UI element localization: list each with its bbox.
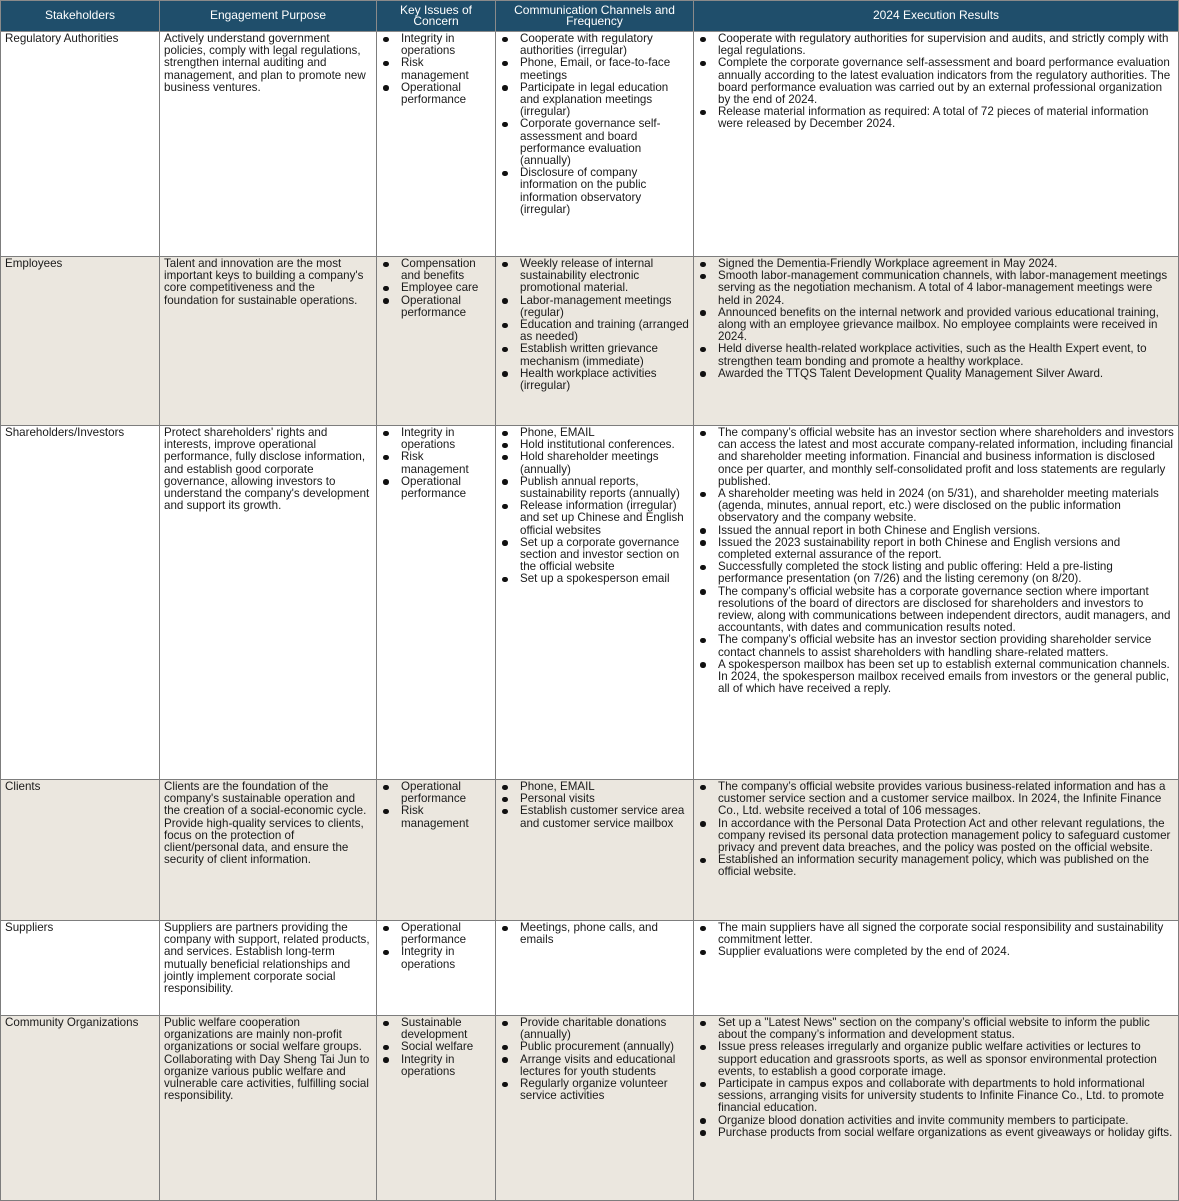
list-item: Phone, Email, or face-to-face meetings xyxy=(500,57,689,81)
list-item: Operational performance xyxy=(381,781,491,805)
list-item: Cooperate with regulatory authorities (irregular) xyxy=(500,33,689,57)
table-row xyxy=(1,257,1179,426)
stakeholder-cell: Community Organizations xyxy=(1,1016,160,1201)
list-item: Operational performance xyxy=(381,295,491,319)
list-item: Corporate governance self-assessment and board performance evaluation (annually) xyxy=(500,118,689,167)
list-item: Cooperate with regulatory authorities for supervision and audits, and strictly comply with legal regulations. xyxy=(698,33,1174,57)
purpose-cell: Protect shareholders' rights and interests, improve operational performance, fully disclose information, and establish good corporate governance, allowing investors to understand the company's development and support its growth. xyxy=(160,426,377,780)
list-item: Personal visits xyxy=(500,793,689,805)
table-row xyxy=(1,921,1179,1016)
list-item: Weekly release of internal sustainability electronic promotional material. xyxy=(500,258,689,295)
list-item: Regularly organize volunteer service activities xyxy=(500,1078,689,1102)
list-item: Smooth labor-management communication channels, with labor-management meetings serving as the negotiation mechanism. A total of 4 labor-management meetings were held in 2024. xyxy=(698,270,1174,307)
table-row xyxy=(1,32,1179,257)
list-item: Social welfare xyxy=(381,1041,491,1053)
channels-cell xyxy=(496,1016,694,1201)
list-item: Set up a corporate governance section and investor section on the official website xyxy=(500,537,689,574)
list-item: Participate in campus expos and collaborate with departments to hold informational sessions, arranging visits for university students to Infinite Finance Co., Ltd. to promote financial education. xyxy=(698,1078,1174,1115)
list-item: Hold shareholder meetings (annually) xyxy=(500,451,689,475)
results-cell xyxy=(694,1016,1179,1201)
table-header-row xyxy=(1,1,1179,32)
list-item: Education and training (arranged as needed) xyxy=(500,319,689,343)
list-item: Publish annual reports, sustainability reports (annually) xyxy=(500,476,689,500)
issues-cell xyxy=(377,780,496,921)
results-cell xyxy=(694,426,1179,780)
channels-cell xyxy=(496,780,694,921)
list-item: Successfully completed the stock listing and public offering: Held a pre-listing performance presentation (on 7/26) and the listing ceremony (on 8/20). xyxy=(698,561,1174,585)
header-engagement-purpose: Engagement Purpose xyxy=(160,1,377,32)
list-item: Organize blood donation activities and invite community members to participate. xyxy=(698,1115,1174,1127)
list-item: Operational performance xyxy=(381,476,491,500)
list-item: Purchase products from social welfare organizations as event giveaways or holiday gifts. xyxy=(698,1127,1174,1139)
list-item: Participate in legal education and explanation meetings (irregular) xyxy=(500,82,689,119)
list-item: Release material information as required: A total of 72 pieces of material information were released by December 2024. xyxy=(698,106,1174,130)
list-item: Operational performance xyxy=(381,922,491,946)
list-item: The company’s official website provides various business-related information and has a customer service section and a customer service mailbox. In 2024, the Infinite Finance Co., Ltd. website received a total of 106 messages. xyxy=(698,781,1174,818)
list-item: Sustainable development xyxy=(381,1017,491,1041)
results-cell xyxy=(694,32,1179,257)
list-item: Set up a "Latest News" section on the company’s official website to inform the public about the company’s information and development status. xyxy=(698,1017,1174,1041)
list-item: Awarded the TTQS Talent Development Quality Management Silver Award. xyxy=(698,368,1174,380)
list-item: Announced benefits on the internal network and provided various educational training, along with an employee grievance mailbox. No employee complaints were received in 2024. xyxy=(698,307,1174,344)
stakeholder-cell: Employees xyxy=(1,257,160,426)
list-item: The main suppliers have all signed the corporate social responsibility and sustainability commitment letter. xyxy=(698,922,1174,946)
list-item: The company’s official website has an investor section providing shareholder service contact channels to assist shareholders with handling share-related matters. xyxy=(698,634,1174,658)
list-item: Issued the 2023 sustainability report in both Chinese and English versions and completed external assurance of the report. xyxy=(698,537,1174,561)
header-execution-results: 2024 Execution Results xyxy=(694,1,1179,32)
stakeholder-cell: Regulatory Authorities xyxy=(1,32,160,257)
stakeholder-cell: Shareholders/Investors xyxy=(1,426,160,780)
list-item: Held diverse health-related workplace activities, such as the Health Expert event, to strengthen team bonding and promote a healthy workplace. xyxy=(698,343,1174,367)
issues-cell xyxy=(377,32,496,257)
list-item: Risk management xyxy=(381,451,491,475)
list-item: Phone, EMAIL xyxy=(500,781,689,793)
header-key-issues: Key Issues of Concern xyxy=(377,1,496,32)
issues-cell xyxy=(377,921,496,1016)
purpose-cell: Talent and innovation are the most important keys to building a company's core competitiveness and the foundation for sustainable operations. xyxy=(160,257,377,426)
list-item: Arrange visits and educational lectures for youth students xyxy=(500,1054,689,1078)
list-item: Release information (irregular) and set up Chinese and English official websites xyxy=(500,500,689,537)
list-item: Operational performance xyxy=(381,82,491,106)
purpose-cell: Actively understand government policies, comply with legal regulations, strengthen internal auditing and management, and plan to promote new business ventures. xyxy=(160,32,377,257)
list-item: Labor-management meetings (regular) xyxy=(500,295,689,319)
list-item: Integrity in operations xyxy=(381,427,491,451)
list-item: Signed the Dementia-Friendly Workplace agreement in May 2024. xyxy=(698,258,1174,270)
list-item: Integrity in operations xyxy=(381,946,491,970)
issues-cell xyxy=(377,1016,496,1201)
list-item: Employee care xyxy=(381,282,491,294)
issues-cell xyxy=(377,426,496,780)
channels-cell xyxy=(496,426,694,780)
list-item: Hold institutional conferences. xyxy=(500,439,689,451)
list-item: Meetings, phone calls, and emails xyxy=(500,922,689,946)
channels-cell xyxy=(496,32,694,257)
purpose-cell: Clients are the foundation of the company's sustainable operation and the creation of a social-economic cycle. Provide high-quality services to clients, focus on the protection of client/personal data, and ensure the security of client information. xyxy=(160,780,377,921)
list-item: Complete the corporate governance self-assessment and board performance evaluation annually according to the latest evaluation indicators from the regulatory authorities. The board performance evaluation was carried out by an external professional organization by the end of 2024. xyxy=(698,57,1174,106)
purpose-cell: Suppliers are partners providing the company with support, related products, and services. Establish long-term mutually beneficial relationships and jointly implement corporate social responsibility. xyxy=(160,921,377,1016)
list-item: Issue press releases irregularly and organize public welfare activities or lectures to support education and grassroots sports, as well as sponsor environmental protection events, to establish a good corporate image. xyxy=(698,1041,1174,1078)
list-item: Disclosure of company information on the public information observatory (irregular) xyxy=(500,167,689,216)
list-item: Risk management xyxy=(381,805,491,829)
list-item: Provide charitable donations (annually) xyxy=(500,1017,689,1041)
results-cell xyxy=(694,780,1179,921)
results-cell xyxy=(694,921,1179,1016)
table-row xyxy=(1,1016,1179,1201)
list-item: Set up a spokesperson email xyxy=(500,573,689,585)
list-item: A shareholder meeting was held in 2024 (on 5/31), and shareholder meeting materials (agenda, minutes, annual report, etc.) were disclosed on the public information observatory and the company website. xyxy=(698,488,1174,525)
results-cell xyxy=(694,257,1179,426)
list-item: Health workplace activities (irregular) xyxy=(500,368,689,392)
table-row xyxy=(1,426,1179,780)
list-item: Risk management xyxy=(381,57,491,81)
list-item: In accordance with the Personal Data Protection Act and other relevant regulations, the company revised its personal data protection management policy to safeguard customer privacy and prevent data breaches, and the policy was posted on the official website. xyxy=(698,818,1174,855)
list-item: Establish customer service area and customer service mailbox xyxy=(500,805,689,829)
list-item: The company’s official website has an investor section where shareholders and investors can access the latest and most accurate company-related information, including financial and shareholder meeting information. Financial and business information is disclosed once per quarter, and monthly self-consolidated profit and loss statements are regularly published. xyxy=(698,427,1174,488)
list-item: Establish written grievance mechanism (immediate) xyxy=(500,343,689,367)
header-stakeholders: Stakeholders xyxy=(1,1,160,32)
table-row xyxy=(1,780,1179,921)
list-item: Integrity in operations xyxy=(381,1054,491,1078)
header-communication-channels: Communication Channels and Frequency xyxy=(496,1,694,32)
list-item: Integrity in operations xyxy=(381,33,491,57)
purpose-cell: Public welfare cooperation organizations are mainly non-profit organizations or social welfare groups. Collaborating with Day Sheng Tai Jun to organize various public welfare and vulnerable care activities, fulfilling social responsibility. xyxy=(160,1016,377,1201)
list-item: Phone, EMAIL xyxy=(500,427,689,439)
channels-cell xyxy=(496,257,694,426)
issues-cell xyxy=(377,257,496,426)
stakeholder-cell: Suppliers xyxy=(1,921,160,1016)
list-item: Issued the annual report in both Chinese and English versions. xyxy=(698,525,1174,537)
list-item: A spokesperson mailbox has been set up to establish external communication channels. In 2024, the spokesperson mailbox received emails from investors or the general public, all of which have received a reply. xyxy=(698,659,1174,696)
stakeholder-cell: Clients xyxy=(1,780,160,921)
list-item: Compensation and benefits xyxy=(381,258,491,282)
list-item: Established an information security management policy, which was published on the official website. xyxy=(698,854,1174,878)
list-item: Public procurement (annually) xyxy=(500,1041,689,1053)
list-item: The company’s official website has a corporate governance section where important resolutions of the board of directors are disclosed for shareholders and investors to review, along with communications between independent directors, audit managers, and accountants, with dates and communication results noted. xyxy=(698,586,1174,635)
channels-cell xyxy=(496,921,694,1016)
list-item: Supplier evaluations were completed by the end of 2024. xyxy=(698,946,1174,958)
